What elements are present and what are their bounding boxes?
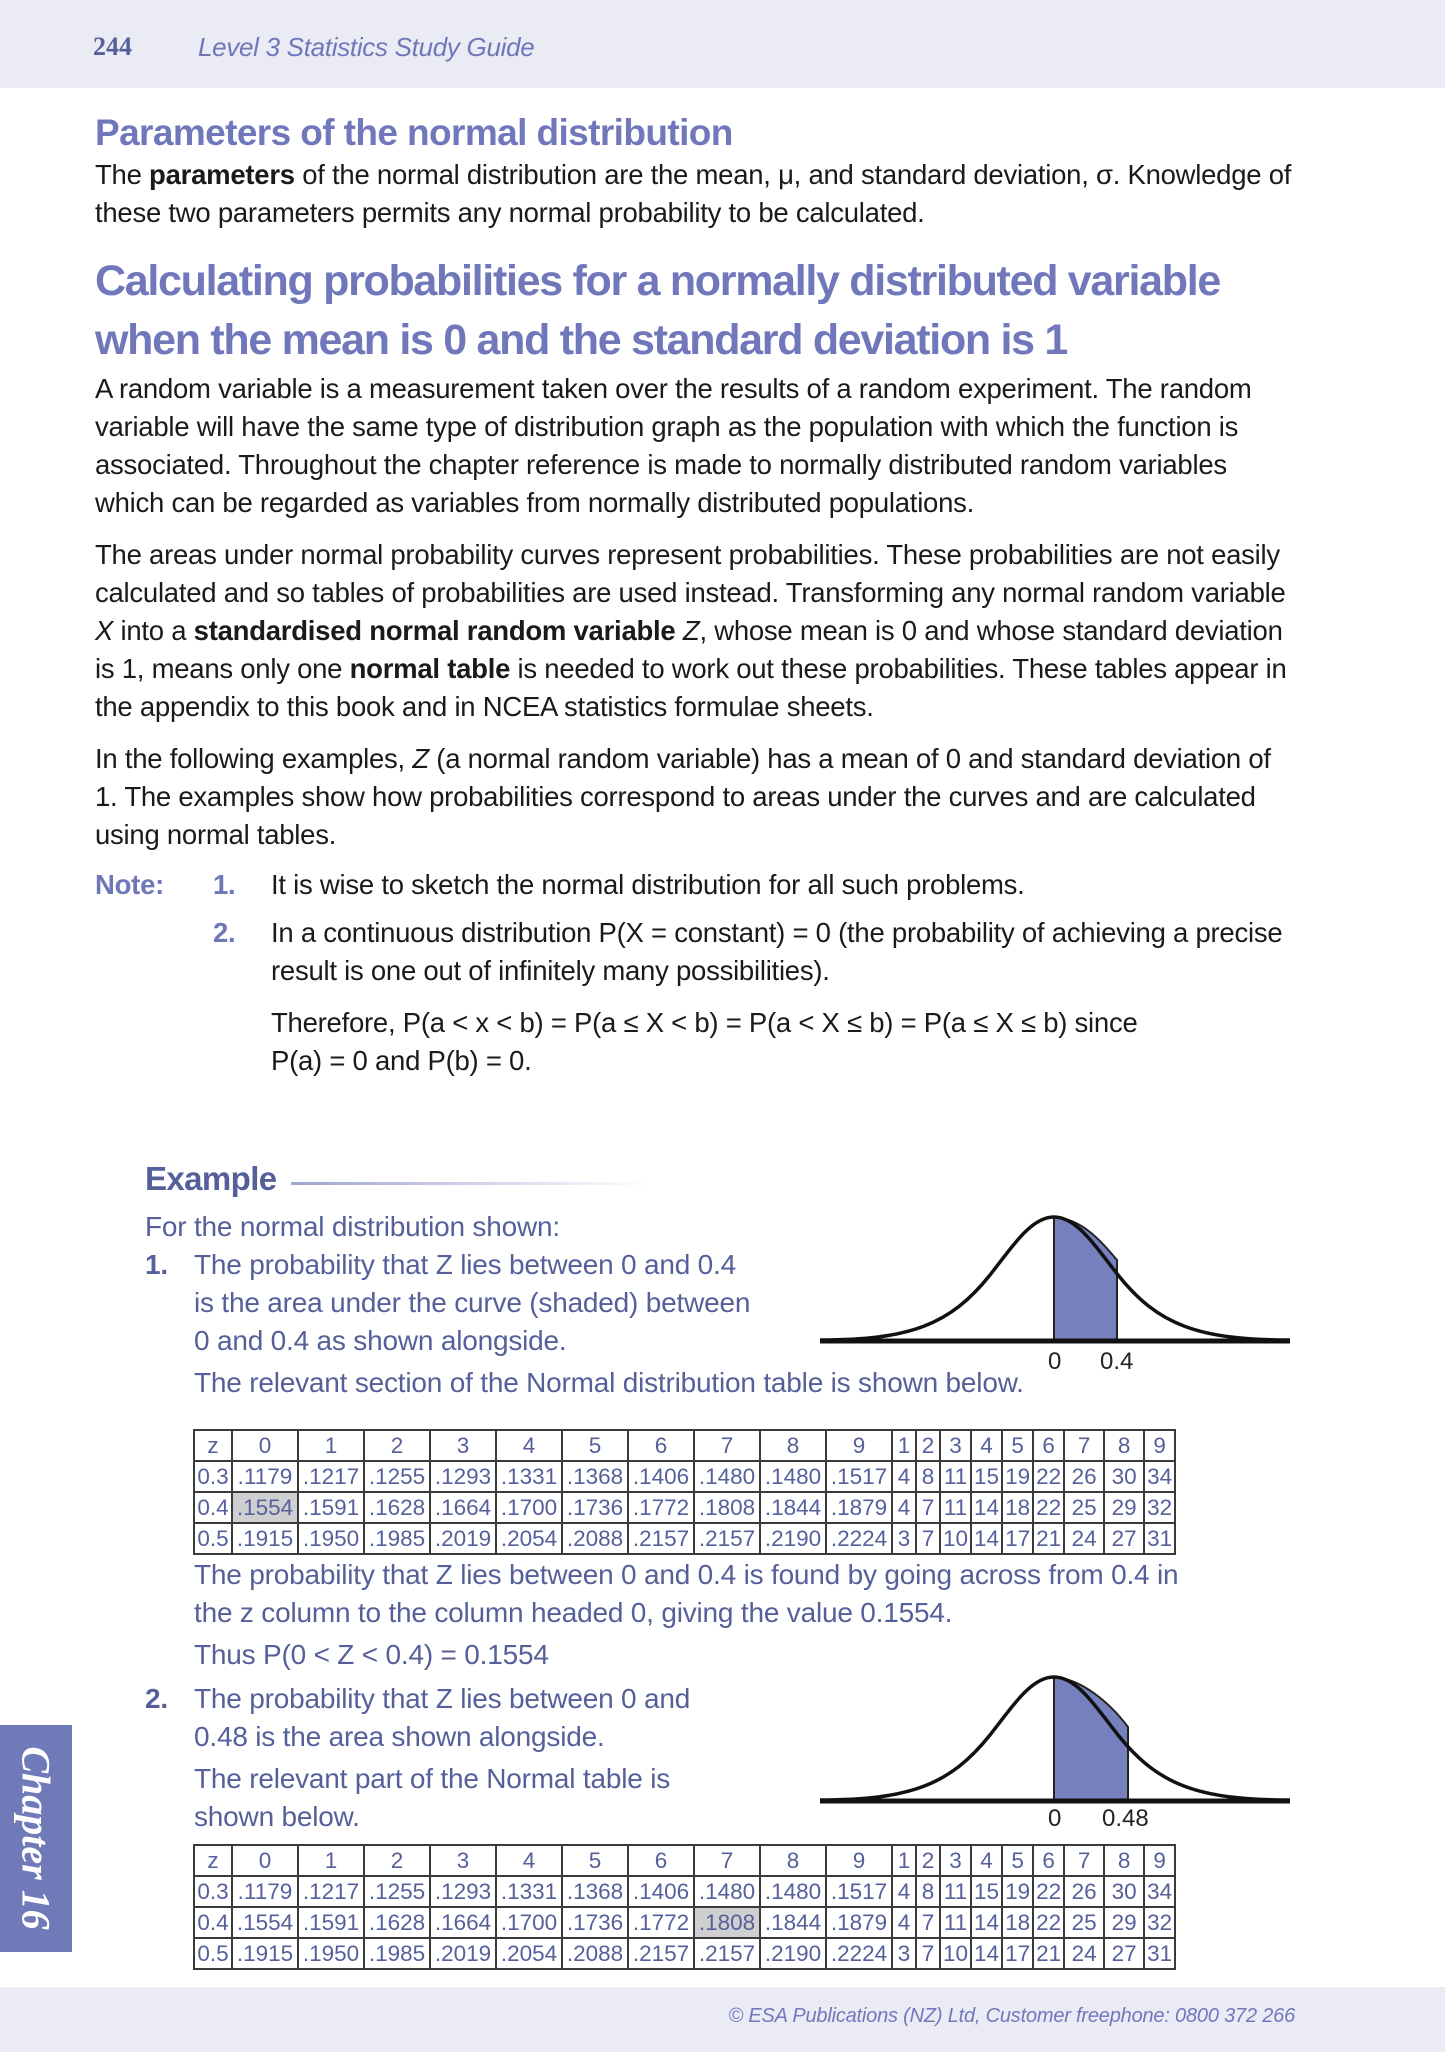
- table-cell: 17: [1002, 1938, 1033, 1969]
- normal-table-1: [193, 1429, 1176, 1555]
- table-cell: 30: [1104, 1461, 1144, 1492]
- example-intro: For the normal distribution shown:: [145, 1211, 560, 1242]
- table-header-cell: 3: [940, 1845, 971, 1876]
- example-divider: [291, 1182, 651, 1185]
- table-header-cell: 0: [232, 1845, 298, 1876]
- section-heading-calculating: [95, 252, 1295, 370]
- item-text: The relevant section of the Normal distribution table is shown below.: [194, 1367, 1024, 1398]
- table-cell: 18: [1002, 1907, 1033, 1938]
- table-header-cell: 8: [1104, 1430, 1144, 1461]
- table-cell: .1331: [496, 1876, 562, 1907]
- table-header-cell: 2: [916, 1430, 940, 1461]
- item-text: The relevant part of the Normal table is: [194, 1763, 671, 1794]
- table-cell: .1950: [298, 1523, 364, 1554]
- table-cell: .1664: [430, 1492, 496, 1523]
- table-header-cell: 5: [1002, 1845, 1033, 1876]
- table-cell: .1255: [364, 1461, 430, 1492]
- example-item-2: [145, 1680, 785, 1836]
- text: (a normal random variable) has a mean of 0 and standard deviation of 1. The examples show how probabilities correspond to areas under the curves and are calculated using normal tables.: [95, 743, 1271, 850]
- curve1-label-value: 0.4: [1100, 1348, 1134, 1375]
- result-line: Thus P(0 < Z < 0.4) = 0.1554: [194, 1639, 549, 1670]
- table-cell: .2157: [628, 1938, 694, 1969]
- table-header-cell: 1: [892, 1430, 916, 1461]
- table-header-cell: 1: [298, 1845, 364, 1876]
- table-cell: .1517: [826, 1461, 892, 1492]
- table-header-cell: 0: [232, 1430, 298, 1461]
- chapter-label: Chapter 16: [13, 1746, 59, 1930]
- table-cell: 29: [1104, 1492, 1144, 1523]
- table-row: [194, 1492, 1175, 1523]
- table-cell: 27: [1104, 1523, 1144, 1554]
- normal-curve-2: [820, 1665, 1290, 1805]
- table-cell: .1554: [232, 1907, 298, 1938]
- table-cell: 22: [1033, 1492, 1064, 1523]
- table-cell: .1554: [232, 1492, 298, 1523]
- chapter-tab: [0, 1725, 72, 1952]
- table-cell: .2157: [694, 1523, 760, 1554]
- table-cell: 11: [940, 1461, 971, 1492]
- table-header-cell: 4: [971, 1845, 1002, 1876]
- table-cell: 8: [916, 1876, 940, 1907]
- table-cell: .1915: [232, 1523, 298, 1554]
- table-cell: 15: [971, 1876, 1002, 1907]
- table-cell: 7: [916, 1907, 940, 1938]
- table-cell: .1950: [298, 1938, 364, 1969]
- table-cell: 11: [940, 1492, 971, 1523]
- explanation-line: The probability that Z lies between 0 and 0.4 is found by going across from 0.4 in: [194, 1559, 1179, 1590]
- therefore-line: Therefore, P(a < x < b) = P(a ≤ X < b) = P(a < X ≤ b) = P(a ≤ X ≤ b) since: [271, 1007, 1138, 1038]
- page-number: 244: [93, 32, 132, 61]
- table-cell: .1331: [496, 1461, 562, 1492]
- item-number: 1.: [145, 1249, 168, 1280]
- table-cell: .1808: [694, 1907, 760, 1938]
- table-header-row: [194, 1845, 1175, 1876]
- text: , whose mean is 0 and whose standard deviation is 1, means only one: [95, 615, 1283, 684]
- table-cell: 24: [1064, 1523, 1104, 1554]
- example-title: Example: [145, 1160, 277, 1197]
- table-cell: .1772: [628, 1492, 694, 1523]
- note-text: In a continuous distribution P(X = constant) = 0 (the probability of achieving a precise result is one out of infinitely many possibilities).: [271, 917, 1283, 986]
- table-header-cell: 3: [940, 1430, 971, 1461]
- table-header-cell: 1: [298, 1430, 364, 1461]
- page-header: [0, 0, 1445, 88]
- table-header-cell: 9: [1144, 1430, 1175, 1461]
- table-header-cell: 9: [826, 1430, 892, 1461]
- table-cell: .2190: [760, 1523, 826, 1554]
- table-cell: .2190: [760, 1938, 826, 1969]
- table-cell: 4: [892, 1492, 916, 1523]
- table-cell: .1179: [232, 1461, 298, 1492]
- table-cell: 32: [1144, 1492, 1175, 1523]
- table-cell: .1480: [694, 1461, 760, 1492]
- table-cell: 3: [892, 1938, 916, 1969]
- table-header-cell: 5: [562, 1430, 628, 1461]
- table-header-cell: 4: [971, 1430, 1002, 1461]
- table-cell: .1179: [232, 1876, 298, 1907]
- var: Z: [682, 615, 700, 646]
- table-cell: .1591: [298, 1907, 364, 1938]
- table-header-cell: 6: [628, 1845, 694, 1876]
- table-cell: .1480: [760, 1876, 826, 1907]
- heading-line: when the mean is 0 and the standard deviation is 1: [95, 316, 1068, 364]
- table-cell: 25: [1064, 1492, 1104, 1523]
- table-cell: .1844: [760, 1907, 826, 1938]
- item-text: is the area under the curve (shaded) between: [194, 1287, 751, 1318]
- table-cell: .1217: [298, 1876, 364, 1907]
- text: into a: [113, 615, 194, 646]
- table-cell: .1293: [430, 1461, 496, 1492]
- table-cell: 4: [892, 1907, 916, 1938]
- z-value-cell: 0.5: [194, 1523, 232, 1554]
- table-cell: 15: [971, 1461, 1002, 1492]
- table-cell: .2224: [826, 1938, 892, 1969]
- table-cell: 10: [940, 1938, 971, 1969]
- example-item-1-explanation: [194, 1556, 1314, 1674]
- explanation-line: the z column to the column headed 0, giving the value 0.1554.: [194, 1597, 953, 1628]
- table-header-cell: 4: [496, 1845, 562, 1876]
- table-cell: 14: [971, 1492, 1002, 1523]
- table-cell: 19: [1002, 1876, 1033, 1907]
- random-variable-paragraph: A random variable is a measurement taken over the results of a random experiment. The random variable will have the same type of distribution graph as the population with which the function is associated. Throughout the chapter reference is made to normally distributed random variables which can be regarded as variables from normally distributed populations.: [95, 373, 1252, 518]
- note-therefore: [95, 1004, 1295, 1080]
- table-header-cell: 7: [1064, 1430, 1104, 1461]
- table-cell: .1480: [694, 1876, 760, 1907]
- table-cell: .2019: [430, 1523, 496, 1554]
- table-cell: 22: [1033, 1461, 1064, 1492]
- item-text: shown below.: [194, 1801, 360, 1832]
- table-header-cell: 9: [1144, 1845, 1175, 1876]
- therefore-line: P(a) = 0 and P(b) = 0.: [271, 1045, 532, 1076]
- heading-line: Calculating probabilities for a normally distributed variable: [95, 257, 1220, 305]
- table-cell: 26: [1064, 1461, 1104, 1492]
- z-value-cell: 0.5: [194, 1938, 232, 1969]
- table-cell: 3: [892, 1523, 916, 1554]
- z-value-cell: 0.4: [194, 1907, 232, 1938]
- table-header-cell: 6: [1033, 1845, 1064, 1876]
- z-value-cell: 0.4: [194, 1492, 232, 1523]
- table-cell: .1700: [496, 1907, 562, 1938]
- item-text: The probability that Z lies between 0 and 0.4: [194, 1249, 737, 1280]
- table-cell: 22: [1033, 1907, 1064, 1938]
- table-cell: .1628: [364, 1907, 430, 1938]
- normal-curve-1: [820, 1205, 1290, 1345]
- table-cell: .1736: [562, 1492, 628, 1523]
- table-header-row: [194, 1430, 1175, 1461]
- text: is needed to work out these probabilities. These tables appear in the appendix to this book and in NCEA statistics formulae sheets.: [95, 653, 1287, 722]
- text: The: [95, 159, 150, 190]
- table-cell: 24: [1064, 1938, 1104, 1969]
- table-cell: .1406: [628, 1876, 694, 1907]
- table-cell: .1736: [562, 1907, 628, 1938]
- table-cell: 32: [1144, 1907, 1175, 1938]
- var: Z: [412, 743, 429, 774]
- page-footer: [0, 1987, 1445, 2052]
- example-header: [145, 1160, 1295, 1198]
- table-cell: .1628: [364, 1492, 430, 1523]
- z-value-cell: 0.3: [194, 1461, 232, 1492]
- table-header-cell: 2: [364, 1430, 430, 1461]
- table-cell: 14: [971, 1907, 1002, 1938]
- table-header-cell: 3: [430, 1845, 496, 1876]
- table-cell: .1517: [826, 1876, 892, 1907]
- table-cell: 27: [1104, 1938, 1144, 1969]
- table-header-cell: 5: [1002, 1430, 1033, 1461]
- table-cell: .1879: [826, 1492, 892, 1523]
- table-header-cell: 5: [562, 1845, 628, 1876]
- table-cell: 34: [1144, 1461, 1175, 1492]
- table-cell: .1293: [430, 1876, 496, 1907]
- table-header-cell: 9: [826, 1845, 892, 1876]
- table-cell: .1217: [298, 1461, 364, 1492]
- table-cell: .1664: [430, 1907, 496, 1938]
- table-cell: 11: [940, 1876, 971, 1907]
- table-cell: .2157: [694, 1938, 760, 1969]
- table-cell: 7: [916, 1492, 940, 1523]
- table-cell: .1591: [298, 1492, 364, 1523]
- table-cell: 19: [1002, 1461, 1033, 1492]
- table-cell: .2088: [562, 1938, 628, 1969]
- table-row: [194, 1461, 1175, 1492]
- text: The areas under normal probability curves represent probabilities. These probabilities are not easily calculated and so tables of probabilities are used instead. Transforming any normal random variable: [95, 539, 1286, 608]
- main-content: [95, 110, 1295, 1080]
- table-cell: 4: [892, 1876, 916, 1907]
- table-cell: 17: [1002, 1523, 1033, 1554]
- bold-term: normal table: [349, 653, 511, 684]
- table-cell: 8: [916, 1461, 940, 1492]
- item-text: The probability that Z lies between 0 and: [194, 1683, 691, 1714]
- table-row: [194, 1523, 1175, 1554]
- table-cell: .2088: [562, 1523, 628, 1554]
- book-title: Level 3 Statistics Study Guide: [198, 32, 535, 62]
- note-number: 2.: [213, 917, 236, 948]
- examples-intro-paragraph: [95, 740, 1295, 854]
- table-cell: 34: [1144, 1876, 1175, 1907]
- curve2-label-zero: 0: [1048, 1805, 1062, 1832]
- parameters-paragraph: [95, 156, 1295, 232]
- table-cell: 21: [1033, 1523, 1064, 1554]
- table-cell: .1406: [628, 1461, 694, 1492]
- note-label: Note:: [95, 869, 165, 900]
- table-cell: 18: [1002, 1492, 1033, 1523]
- item-number: 2.: [145, 1683, 168, 1714]
- table-cell: 25: [1064, 1907, 1104, 1938]
- table-cell: .1368: [562, 1876, 628, 1907]
- table-cell: .1985: [364, 1523, 430, 1554]
- note-block: [95, 866, 1295, 1080]
- table-row: [194, 1907, 1175, 1938]
- table-cell: .1844: [760, 1492, 826, 1523]
- table-header-cell: 6: [628, 1430, 694, 1461]
- table-cell: 29: [1104, 1907, 1144, 1938]
- table-header-cell: 7: [694, 1845, 760, 1876]
- table-header-cell: 7: [1064, 1845, 1104, 1876]
- table-cell: .2224: [826, 1523, 892, 1554]
- table-header-cell: 3: [430, 1430, 496, 1461]
- table-cell: .1772: [628, 1907, 694, 1938]
- areas-paragraph: [95, 536, 1295, 726]
- table-row: [194, 1938, 1175, 1969]
- table-header-cell: 2: [916, 1845, 940, 1876]
- table-cell: .1808: [694, 1492, 760, 1523]
- table-header-cell: 4: [496, 1430, 562, 1461]
- text: In the following examples,: [95, 743, 413, 774]
- text: [675, 615, 682, 646]
- table-cell: 7: [916, 1938, 940, 1969]
- curve1-label-zero: 0: [1048, 1348, 1062, 1375]
- table-cell: 26: [1064, 1876, 1104, 1907]
- table-cell: .2054: [496, 1523, 562, 1554]
- item-text: 0 and 0.4 as shown alongside.: [194, 1325, 567, 1356]
- table-header-cell: z: [194, 1845, 232, 1876]
- curve2-label-value: 0.48: [1102, 1805, 1149, 1832]
- table-cell: 31: [1144, 1523, 1175, 1554]
- note-item: [95, 866, 1295, 904]
- section-heading-parameters: Parameters of the normal distribution: [95, 112, 733, 153]
- table-header-cell: 8: [760, 1430, 826, 1461]
- z-value-cell: 0.3: [194, 1876, 232, 1907]
- table-cell: 31: [1144, 1938, 1175, 1969]
- table-header-cell: z: [194, 1430, 232, 1461]
- note-text: It is wise to sketch the normal distribution for all such problems.: [271, 869, 1025, 900]
- table-cell: 14: [971, 1938, 1002, 1969]
- table-row: [194, 1876, 1175, 1907]
- table-cell: .1255: [364, 1876, 430, 1907]
- table-cell: .1700: [496, 1492, 562, 1523]
- table-header-cell: 6: [1033, 1430, 1064, 1461]
- footer-copyright: © ESA Publications (NZ) Ltd, Customer freephone: 0800 372 266: [728, 2005, 1295, 2027]
- table-cell: 22: [1033, 1876, 1064, 1907]
- note-number: 1.: [213, 869, 236, 900]
- table-cell: .1879: [826, 1907, 892, 1938]
- table-header-cell: 2: [364, 1845, 430, 1876]
- bold-term: standardised normal random variable: [193, 615, 676, 646]
- item-text: 0.48 is the area shown alongside.: [194, 1721, 605, 1752]
- note-item: [95, 914, 1295, 990]
- table-cell: .1915: [232, 1938, 298, 1969]
- table-cell: .1368: [562, 1461, 628, 1492]
- table-header-cell: 7: [694, 1430, 760, 1461]
- table-cell: .1985: [364, 1938, 430, 1969]
- var: X: [95, 615, 114, 646]
- table-cell: .2054: [496, 1938, 562, 1969]
- table-cell: .2157: [628, 1523, 694, 1554]
- table-cell: 30: [1104, 1876, 1144, 1907]
- table-header-cell: 8: [1104, 1845, 1144, 1876]
- table-cell: 10: [940, 1523, 971, 1554]
- bold-term: parameters: [149, 159, 295, 190]
- table-cell: 7: [916, 1523, 940, 1554]
- table-cell: 14: [971, 1523, 1002, 1554]
- text: of the normal distribution are the mean, μ, and standard deviation, σ. Knowledge of these two parameters permits any normal probability to be calculated.: [95, 159, 1292, 228]
- table-header-cell: 8: [760, 1845, 826, 1876]
- table-cell: .2019: [430, 1938, 496, 1969]
- table-cell: 11: [940, 1907, 971, 1938]
- table-cell: 4: [892, 1461, 916, 1492]
- table-header-cell: 1: [892, 1845, 916, 1876]
- table-cell: 21: [1033, 1938, 1064, 1969]
- table-cell: .1480: [760, 1461, 826, 1492]
- normal-table-2: [193, 1844, 1176, 1970]
